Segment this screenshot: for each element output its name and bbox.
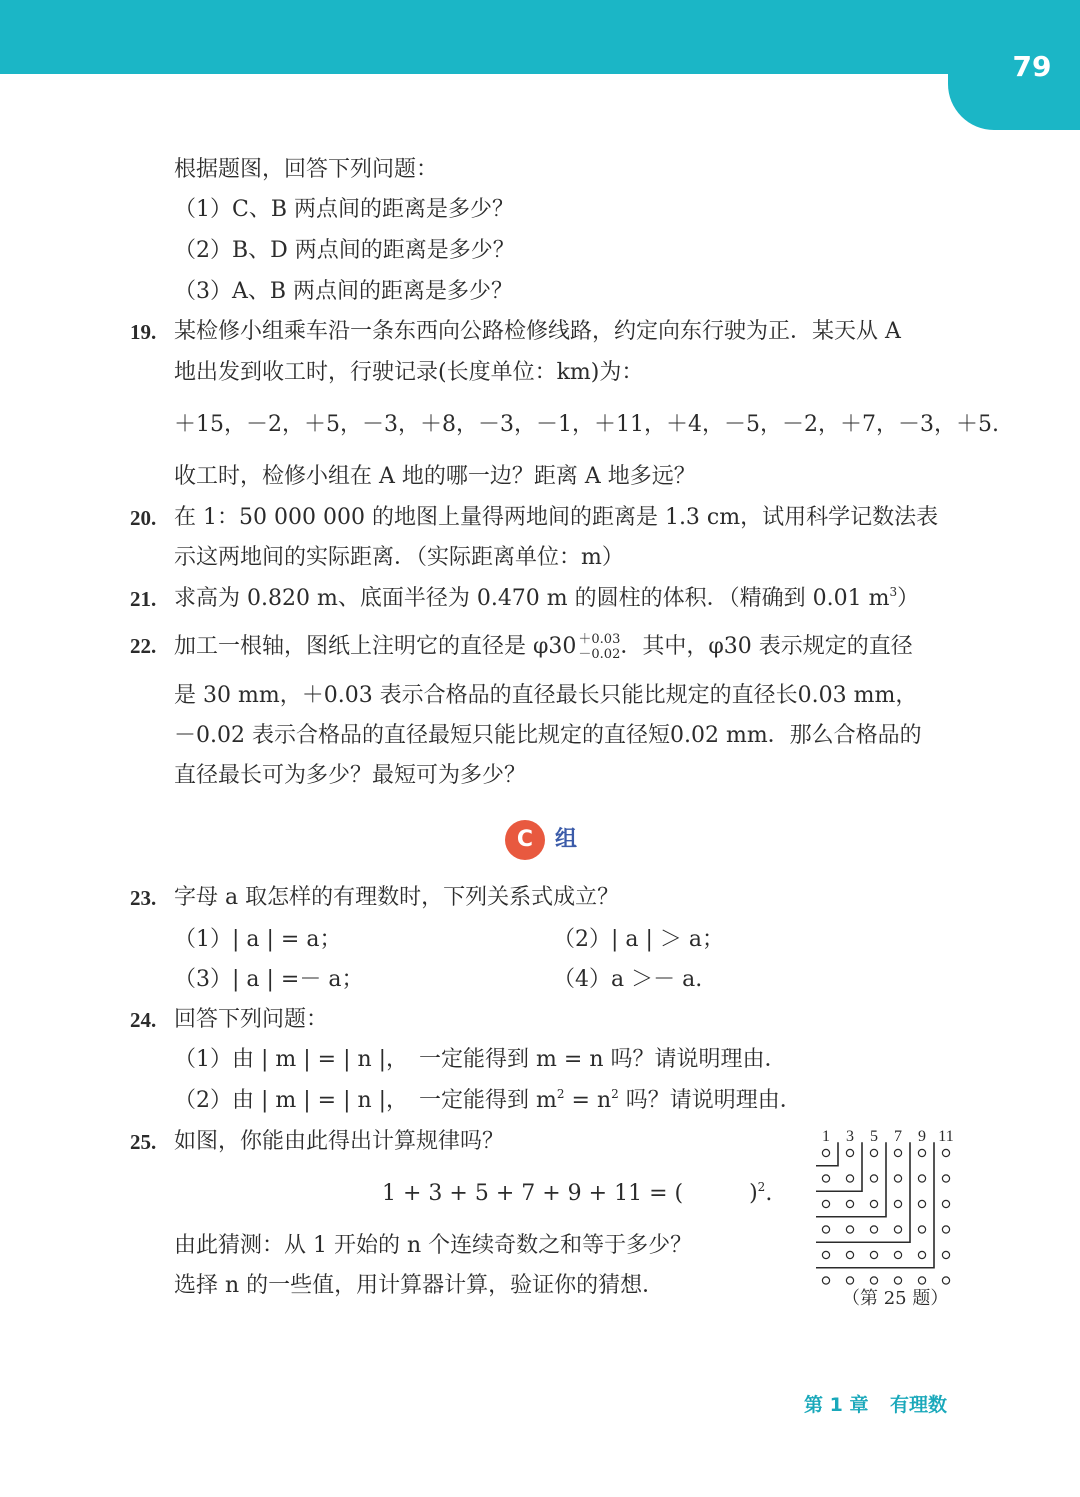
figure-dot	[870, 1226, 877, 1233]
figure-dot	[942, 1251, 949, 1258]
figure-dot	[894, 1175, 901, 1182]
question-text: 直径最长可为多少？最短可为多少？	[174, 763, 527, 788]
question-text: －0.02 表示合格品的直径最短只能比规定的直径短0.02 mm．那么合格品的	[174, 723, 922, 748]
sub-item: （1）由 | m | = | n |， 一定能得到 m = n 吗？请说明理由．	[174, 1047, 787, 1072]
question-text: 在 1：50 000 000 的地图上量得两地间的距离是 1.3 cm，试用科学记数法表	[174, 505, 939, 530]
figure-dot	[870, 1149, 877, 1156]
figure-dot	[894, 1277, 901, 1284]
header-band	[0, 0, 1080, 74]
question-number: 23.	[130, 886, 157, 910]
figure-dot	[894, 1251, 901, 1258]
figure-caption: （第 25 题）	[842, 1288, 949, 1309]
figure-dot	[918, 1251, 925, 1258]
question-text: 地出发到收工时，行驶记录(长度单位：km)为：	[174, 360, 644, 385]
question-number: 20.	[130, 506, 157, 530]
figure-dot	[942, 1200, 949, 1207]
footer-chapter: 第 1 章	[804, 1394, 869, 1416]
question-number: 22.	[130, 634, 157, 658]
figure-dot	[894, 1200, 901, 1207]
figure-dot	[822, 1277, 829, 1284]
figure-dot	[822, 1149, 829, 1156]
driving-record: ＋15，－2，＋5，－3，＋8，－3，－1，＋11，＋4，－5，－2，＋7，－3，＋5.	[174, 412, 999, 437]
figure-dot	[870, 1251, 877, 1258]
sub-item: （4）a ＞－ a.	[553, 967, 703, 992]
figure-dot	[870, 1200, 877, 1207]
question-text: 求高为 0.820 m、底面半径为 0.470 m 的圆柱的体积．（精确到 0.01 $m^3$）	[174, 585, 920, 611]
formula: 1 + 3 + 5 + 7 + 9 + 11 = ( )$^2$.	[382, 1180, 773, 1206]
figure-dot	[942, 1226, 949, 1233]
question-number: 19.	[130, 320, 157, 344]
figure-top-label: 1	[822, 1128, 830, 1145]
figure-dot	[822, 1226, 829, 1233]
figure-dot	[918, 1149, 925, 1156]
question-text: 字母 a 取怎样的有理数时，下列关系式成立？	[174, 885, 620, 910]
question-text: 收工时，检修小组在 A 地的哪一边？距离 A 地多远？	[174, 464, 696, 489]
figure-dot	[894, 1149, 901, 1156]
sub-item: （2）| a | ＞ a；	[553, 927, 725, 952]
intro-item: （2）B、D 两点间的距离是多少？	[174, 238, 515, 263]
figure-dot	[918, 1226, 925, 1233]
question-number: 21.	[130, 587, 157, 611]
question-text: 由此猜测：从 1 开始的 n 个连续奇数之和等于多少？	[174, 1233, 693, 1258]
question-text: 某检修小组乘车沿一条东西向公路检修线路，约定向东行驶为正．某天从 A	[174, 319, 901, 344]
figure-separator-line	[816, 1142, 862, 1191]
figure-top-label: 3	[846, 1128, 854, 1145]
group-label: 组	[555, 827, 578, 852]
sub-item: （1）| a | = a；	[174, 927, 342, 952]
question-text: 加工一根轴，图纸上注明它的直径是 φ30 ＋0.03 －0.02 ．其中，φ30 表示规定的直径	[174, 632, 913, 662]
figure-top-label: 9	[918, 1128, 926, 1145]
figure-top-label: 11	[938, 1128, 954, 1145]
question-text: 如图，你能由此得出计算规律吗？	[174, 1129, 505, 1154]
intro-text: 根据题图，回答下列问题：	[174, 157, 439, 182]
question-text: 是 30 mm，＋0.03 表示合格品的直径最长只能比规定的直径长0.03 mm，	[174, 683, 918, 708]
figure-dot	[846, 1226, 853, 1233]
figure-dot	[942, 1277, 949, 1284]
figure-dot	[870, 1175, 877, 1182]
figure-top-label: 5	[870, 1128, 878, 1145]
odd-numbers-dot-figure	[814, 1124, 964, 1314]
figure-dot	[942, 1175, 949, 1182]
figure-dot	[870, 1277, 877, 1284]
figure-dot	[846, 1175, 853, 1182]
question-text: 回答下列问题：	[174, 1007, 329, 1032]
group-badge: C	[505, 820, 545, 860]
figure-dot	[846, 1251, 853, 1258]
figure-top-label: 7	[894, 1128, 902, 1145]
figure-dot	[846, 1149, 853, 1156]
page-number: 79	[1012, 50, 1052, 83]
figure-dot	[918, 1277, 925, 1284]
question-text: 选择 n 的一些值，用计算器计算，验证你的猜想．	[174, 1273, 665, 1298]
figure-dot	[894, 1226, 901, 1233]
figure-dot	[846, 1277, 853, 1284]
sub-item: （2）由 | m | = | n |， 一定能得到 $m^2 = n^2$ 吗？请说明理由．	[174, 1087, 802, 1113]
footer-title: 有理数	[890, 1394, 948, 1416]
figure-dot	[918, 1175, 925, 1182]
question-number: 25.	[130, 1130, 157, 1154]
figure-dot	[822, 1251, 829, 1258]
intro-item: （1）C、B 两点间的距离是多少？	[174, 197, 514, 222]
figure-dot	[942, 1149, 949, 1156]
figure-dot	[846, 1200, 853, 1207]
sub-item: （3）| a | =－ a；	[174, 967, 364, 992]
figure-dot	[822, 1200, 829, 1207]
question-text: 示这两地间的实际距离．（实际距离单位：m）	[174, 545, 624, 570]
question-number: 24.	[130, 1008, 157, 1032]
tolerance: ＋0.03 －0.02	[578, 632, 621, 662]
figure-dot	[822, 1175, 829, 1182]
figure-dot	[918, 1200, 925, 1207]
intro-item: （3）A、B 两点间的距离是多少？	[174, 279, 514, 304]
